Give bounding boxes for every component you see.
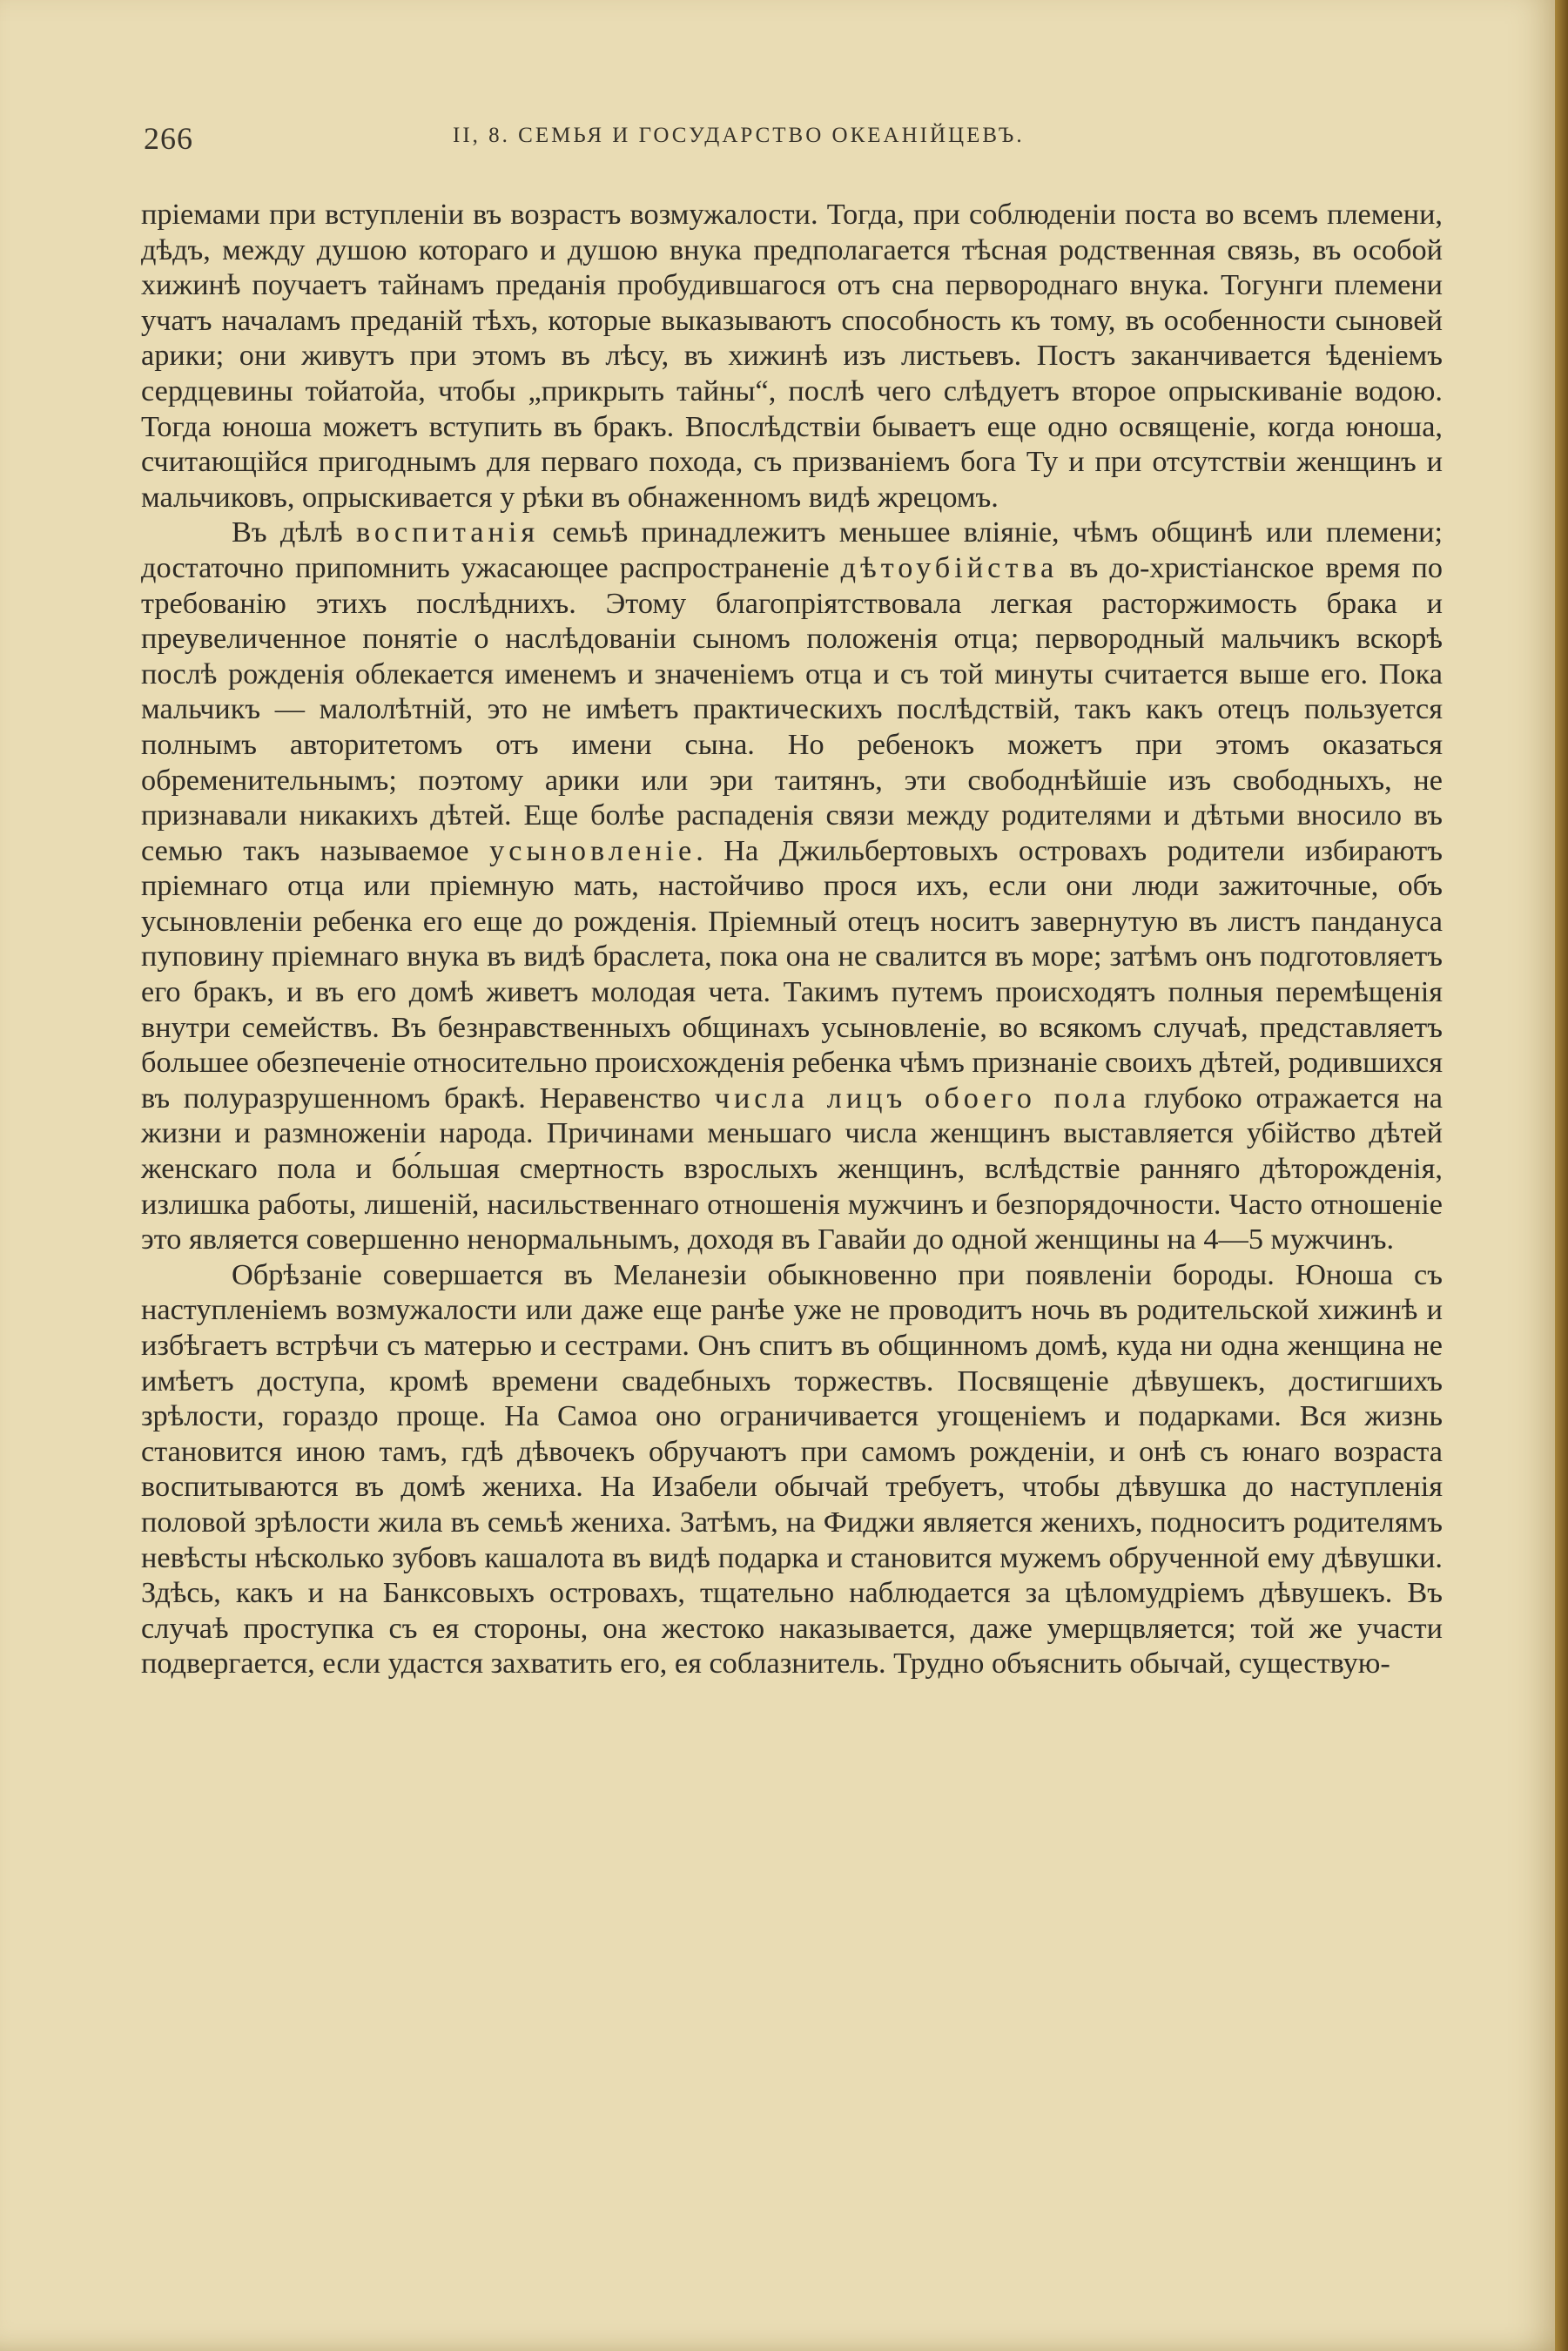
paragraph-3: Обрѣзаніе совершается въ Меланезіи обыкновенно при появленіи бороды. Юноша съ наступленіемъ возмужалости или даже еще ранѣе уже не проводитъ ночь въ родительской хижинѣ и избѣгаетъ встрѣчи съ матерью и сестрами. Онъ спитъ въ общинномъ домѣ, куда ни одна женщина не имѣетъ доступа, кромѣ времени свадебныхъ торжествъ. Посвященіе дѣвушекъ, достигшихъ зрѣлости, гораздо проще. На Самоа оно ограничивается угощеніемъ и подарками. Вся жизнь становится иною тамъ, гдѣ дѣвочекъ обручаютъ при самомъ рожденіи, и онѣ съ юнаго возраста воспитываются въ домѣ жениха. На Изабели обычай требуетъ, чтобы дѣвушка до наступленія половой зрѣлости жила въ семьѣ жениха. Затѣмъ, на Фиджи является женихъ, подноситъ родителямъ невѣсты нѣсколько зубовъ кашалота въ видѣ подарка и становится мужемъ обрученной ему дѣвушки. Здѣсь, какъ и на Банксовыхъ островахъ, тщательно наблюдается за цѣломудріемъ дѣвушекъ. Въ случаѣ проступка съ ея стороны, она жестоко наказывается, даже умерщвляется; той же участи подвергается, если удастся захватить его, ея соблазнитель. Трудно объяснить обычай, существую- [141,1257,1443,1681]
paragraph-2-text: семьѣ принадлежитъ меньшее вліяніе, чѣмъ общинѣ или племени; достаточно припомнить ужасающее распространеніе [141,515,1443,584]
emphasis-adoption: усыновленіе [489,833,697,867]
page-header [144,120,1441,172]
paragraph-2-text: въ до-христіанское время по требованію этихъ послѣднихъ. Этому благопріятствовала легкая расторжимость брака и преувеличенное понятіе о наслѣдованіи сыномъ положенія отца; первородный мальчикъ вскорѣ послѣ рожденія облекается именемъ и значеніемъ отца и съ той минуты считается выше его. Пока мальчикъ — малолѣтній, это не имѣетъ практическихъ послѣдствій, такъ какъ отецъ пользуется полнымъ авторитетомъ отъ имени сына. Но ребенокъ можетъ при этомъ оказаться обременительнымъ; поэтому арики или эри таитянъ, эти свободнѣйшіе изъ свободныхъ, не признавали никакихъ дѣтей. Еще болѣе распаденія связи между родителями и дѣтьми вносило въ семью такъ называемое [141,550,1443,867]
book-edge [1555,0,1568,2351]
page-number: 266 [144,121,193,156]
paragraph-2-text: . На Джильбертовыхъ островахъ родители избираютъ пріемнаго отца или пріемную мать, настойчиво прося ихъ, если они люди зажиточные, объ усыновленіи ребенка его еще до рожденія. Пріемный отецъ носитъ завернутую въ листъ пандануса пуповину пріемнаго внука въ видѣ браслета, пока она не свалится въ море; затѣмъ онъ подготовляетъ его бракъ, и въ его домѣ живетъ молодая чета. Такимъ путемъ происходятъ полныя перемѣщенія внутри семействъ. Въ безнравственныхъ общинахъ усыновленіе, во всякомъ случаѣ, представляетъ большее обезпеченіе относительно происхожденія ребенка чѣмъ признаніе своихъ дѣтей, родившихся въ полуразрушенномъ бракѣ. Неравенство [141,833,1443,1115]
paragraph-2-text: глубоко отражается на жизни и размноженіи народа. Причинами меньшаго числа женщинъ выставляется убійство дѣтей женскаго пола и бо́льшая смертность взрослыхъ женщинъ, вслѣдствіе ранняго дѣторожденія, излишка работы, лишеній, насильственнаго отношенія мужчинъ и безпорядочности. Часто отношеніе это является совершенно ненормальнымъ, доходя въ Гавайи до одной женщины на 4—5 мужчинъ. [141,1081,1443,1256]
emphasis-upbringing: воспитанія [355,515,540,549]
emphasis-infanticide: дѣтоубійства [840,550,1059,584]
body-text [141,197,1443,1681]
emphasis-sex-ratio: числа лицъ обоего пола [714,1081,1131,1115]
paragraph-1: пріемами при вступленіи въ возрастъ возмужалости. Тогда, при соблюденіи поста во всемъ племени, дѣдъ, между душою котораго и душою внука предполагается тѣсная родственная связь, въ особой хижинѣ поучаетъ тайнамъ преданія пробудившагося отъ сна первороднаго внука. Тогунги племени учатъ началамъ преданій тѣхъ, которые выказываютъ способность къ тому, въ особенности сыновей арики; они живутъ при этомъ въ лѣсу, въ хижинѣ изъ листьевъ. Постъ заканчивается ѣденіемъ сердцевины тойатойа, чтобы „прикрыть тайны“, послѣ чего слѣдуетъ второе опрыскиваніе водою. Тогда юноша можетъ вступить въ бракъ. Впослѣдствіи бываетъ еще одно освященіе, когда юноша, считающійся пригоднымъ для перваго похода, съ призваніемъ бога Ту и при отсутствіи женщинъ и мальчиковъ, опрыскивается у рѣки въ обнаженномъ видѣ жрецомъ. [141,198,1443,514]
paragraph-2 [141,515,1443,1256]
paragraph-2-text: Въ дѣлѣ [232,515,356,549]
running-title: II, 8. СЕМЬЯ И ГОСУДАРСТВО ОКЕАНІЙЦЕВЪ. [453,124,1025,147]
